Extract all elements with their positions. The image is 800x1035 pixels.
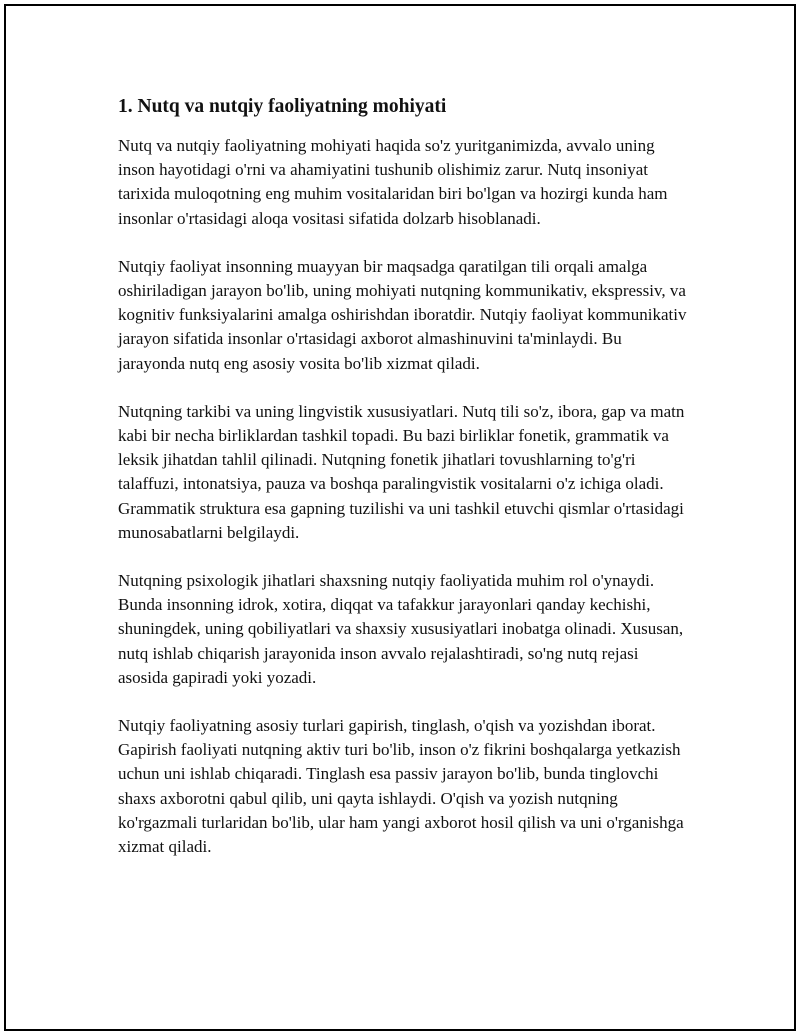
section-heading: 1. Nutq va nutqiy faoliyatning mohiyati <box>118 96 447 117</box>
paragraph-2: Nutqiy faoliyat insonning muayyan bir maqsadga qaratilgan tili orqali amalga oshiriladigan jarayon bo'lib, uning mohiyati nutqning kommunikativ, ekspressiv, va kognitiv funksiyalarini amalga oshirishdan iboratdir. Nutqiy faoliyat kommunikativ jarayon sifatida insonlar o'rtasidagi axborot almashinuvini ta'minlaydi. Bu jarayonda nutq eng asosiy vosita bo'lib xizmat qiladi. <box>118 256 687 373</box>
paragraph-1: Nutq va nutqiy faoliyatning mohiyati haqida so'z yuritganimizda, avvalo uning inson hayotidagi o'rni va ahamiyatini tushunib olishimiz zarur. Nutq insoniyat tarixida muloqotning eng muhim vositalaridan biri bo'lgan va hozirgi kunda ham insonlar o'rtasidagi aloqa vositasi sifatida dolzarb hisoblanadi. <box>118 136 668 228</box>
document-body <box>118 94 692 883</box>
paragraph-5: Nutqiy faoliyatning asosiy turlari gapirish, tinglash, o'qish va yozishdan iborat. Gapirish faoliyati nutqning aktiv turi bo'lib, inson o'z fikrini boshqalarga yetkazish uchun uni ishlab chiqaradi. Tinglash esa passiv jarayon bo'lib, bunda tinglovchi shaxs axborotni qabul qilib, uni qayta ishlaydi. O'qish va yozish nutqning ko'rgazmali turlaridan bo'lib, ular ham yangi axborot hosil qilish va uni o'rganishga xizmat qiladi. <box>118 716 684 857</box>
paragraph-4: Nutqning psixologik jihatlari shaxsning nutqiy faoliyatida muhim rol o'ynaydi. Bunda insonning idrok, xotira, diqqat va tafakkur jarayonlari qanday kechishi, shuningdek, uning qobiliyatlari va shaxsiy xususiyatlari inobatga olinadi. Xususan, nutq ishlab chiqarish jarayonida inson avvalo rejalashtiradi, so'ng nutq rejasi asosida gapiradi yoki yozadi. <box>118 571 684 687</box>
paragraph-3: Nutqning tarkibi va uning lingvistik xususiyatlari. Nutq tili so'z, ibora, gap va matn kabi bir necha birliklardan tashkil topadi. Bu bazi birliklar fonetik, grammatik va leksik jihatdan tahlil qilinadi. Nutqning fonetik jihatlari tovushlarning to'g'ri talaffuzi, intonatsiya, pauza va boshqa paralingvistik vositalarni o'z ichiga oladi. Grammatik struktura esa gapning tuzilishi va uni tashkil etuvchi qismlar o'rtasidagi munosabatlarni belgilaydi. <box>118 401 685 542</box>
